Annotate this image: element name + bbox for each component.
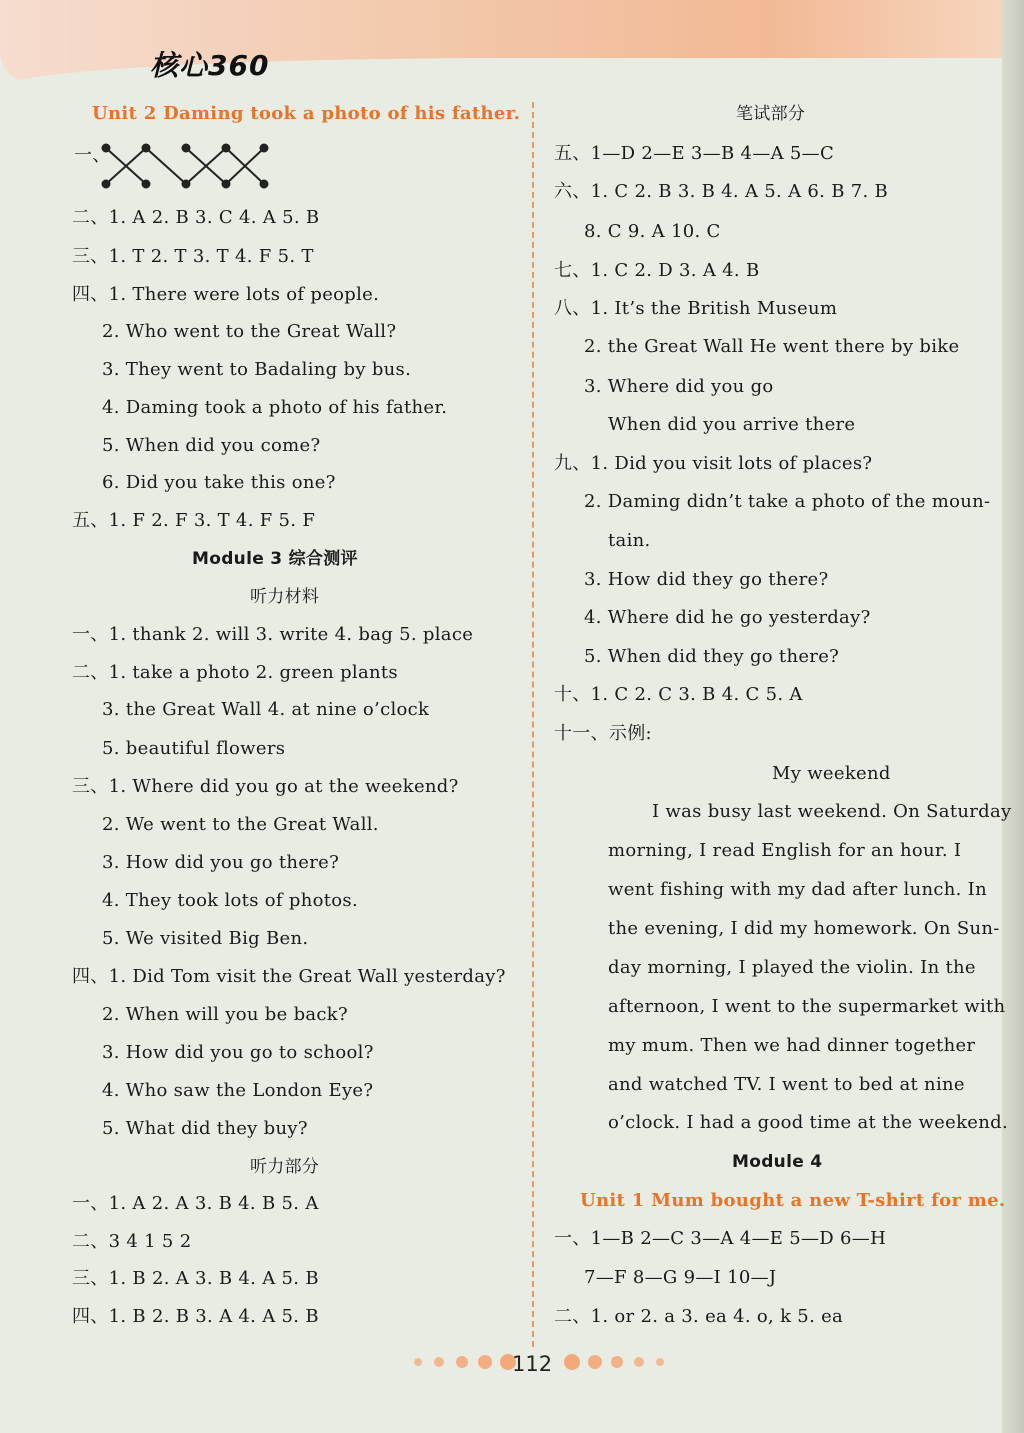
left-answer-line: 三、1. Where did you go at the weekend? xyxy=(72,776,459,797)
right-answer-line: 九、1. Did you visit lots of places? xyxy=(554,453,873,474)
left-answer-line: 5. What did they buy? xyxy=(102,1118,308,1139)
left-answer-line: 3. How did you go to school? xyxy=(102,1042,374,1063)
left-answer-line: 三、1. T 2. T 3. T 4. F 5. T xyxy=(72,246,314,267)
left-answer-line: 四、1. B 2. B 3. A 4. A 5. B xyxy=(72,1306,319,1327)
left-answer-line: 二、1. A 2. B 3. C 4. A 5. B xyxy=(72,207,320,228)
decoration-dot xyxy=(478,1355,492,1369)
left-answer-line: 3. the Great Wall 4. at nine o’clock xyxy=(102,699,430,720)
right-answer-line: the evening, I did my homework. On Sun- xyxy=(608,918,1000,939)
left-answer-line: 二、1. take a photo 2. green plants xyxy=(72,662,398,683)
left-answer-line: 五、1. F 2. F 3. T 4. F 5. F xyxy=(72,510,316,531)
right-answer-line: 7—F 8—G 9—I 10—J xyxy=(584,1267,777,1288)
matching-lines-diagram xyxy=(100,138,270,190)
decoration-dot xyxy=(414,1358,422,1366)
left-answer-line: 二、3 4 1 5 2 xyxy=(72,1231,192,1252)
right-answer-line: afternoon, I went to the supermarket with xyxy=(608,996,1006,1017)
right-answer-line: Module 4 xyxy=(732,1152,823,1172)
left-answer-line: 4. Daming took a photo of his father. xyxy=(102,397,448,418)
right-answer-line: 3. Where did you go xyxy=(584,376,774,397)
left-answer-line: 6. Did you take this one? xyxy=(102,472,336,493)
left-answer-line: 听力部分 xyxy=(250,1157,320,1177)
left-answer-line: 4. Who saw the London Eye? xyxy=(102,1080,374,1101)
left-answer-line: 3. How did you go there? xyxy=(102,852,340,873)
right-answer-line: 五、1—D 2—E 3—B 4—A 5—C xyxy=(554,143,835,164)
right-answer-line: 十一、示例: xyxy=(554,723,652,744)
page-number: 112 xyxy=(512,1352,553,1376)
right-answer-line: Unit 1 Mum bought a new T-shirt for me. xyxy=(580,1190,1006,1211)
left-answer-line: Unit 2 Daming took a photo of his father. xyxy=(92,103,521,124)
left-answer-line: 一、1. thank 2. will 3. write 4. bag 5. place xyxy=(72,624,474,645)
decoration-dot xyxy=(588,1355,602,1369)
left-answer-line: 4. They took lots of photos. xyxy=(102,890,358,911)
decoration-dot xyxy=(434,1357,444,1367)
right-answer-line: 4. Where did he go yesterday? xyxy=(584,607,871,628)
left-answer-line: 5. beautiful flowers xyxy=(102,738,286,759)
right-answer-line: 3. How did they go there? xyxy=(584,569,829,590)
left-answer-line: 听力材料 xyxy=(250,587,320,607)
right-answer-line: 七、1. C 2. D 3. A 4. B xyxy=(554,260,760,281)
right-answer-line: 笔试部分 xyxy=(736,104,806,124)
book-logo: 核心360 xyxy=(150,49,270,82)
left-answer-line: 一、 xyxy=(74,145,111,166)
page-edge xyxy=(1002,0,1024,1433)
left-answer-line: 2. Who went to the Great Wall? xyxy=(102,321,397,342)
right-answer-line: went fishing with my dad after lunch. In xyxy=(608,879,987,900)
decoration-dot xyxy=(564,1354,580,1370)
right-answer-line: 8. C 9. A 10. C xyxy=(584,221,721,242)
right-answer-line: My weekend xyxy=(772,763,891,784)
decoration-dot xyxy=(634,1357,644,1367)
right-answer-line: and watched TV. I went to bed at nine xyxy=(608,1074,965,1095)
right-answer-line: 六、1. C 2. B 3. B 4. A 5. A 6. B 7. B xyxy=(554,181,889,202)
decoration-dot xyxy=(611,1356,623,1368)
right-answer-line: 5. When did they go there? xyxy=(584,646,840,667)
right-answer-line: tain. xyxy=(608,530,651,551)
left-answer-line: 5. We visited Big Ben. xyxy=(102,928,309,949)
right-answer-line: 二、1. or 2. a 3. ea 4. o, k 5. ea xyxy=(554,1306,844,1327)
left-answer-line: 四、1. There were lots of people. xyxy=(72,284,380,305)
left-answer-line: 四、1. Did Tom visit the Great Wall yesterday? xyxy=(72,966,506,987)
right-answer-line: morning, I read English for an hour. I xyxy=(608,840,962,861)
left-answer-line: 2. When will you be back? xyxy=(102,1004,348,1025)
right-answer-line: 2. Daming didn’t take a photo of the moun- xyxy=(584,491,991,512)
right-answer-line: 2. the Great Wall He went there by bike xyxy=(584,336,960,357)
decoration-dot xyxy=(656,1358,664,1366)
decoration-dot xyxy=(456,1356,468,1368)
left-answer-line: 2. We went to the Great Wall. xyxy=(102,814,379,835)
right-answer-line: When did you arrive there xyxy=(608,414,856,435)
column-divider xyxy=(532,102,534,1347)
left-answer-line: 一、1. A 2. A 3. B 4. B 5. A xyxy=(72,1193,319,1214)
right-answer-line: 八、1. It’s the British Museum xyxy=(554,298,838,319)
right-answer-line: 一、1—B 2—C 3—A 4—E 5—D 6—H xyxy=(554,1228,887,1249)
right-answer-line: day morning, I played the violin. In the xyxy=(608,957,976,978)
right-answer-line: o’clock. I had a good time at the weekend. xyxy=(608,1112,1008,1133)
left-answer-line: 5. When did you come? xyxy=(102,435,321,456)
right-answer-line: I was busy last weekend. On Saturday xyxy=(652,801,1012,822)
right-answer-line: my mum. Then we had dinner together xyxy=(608,1035,976,1056)
left-answer-line: 3. They went to Badaling by bus. xyxy=(102,359,412,380)
left-answer-line: 三、1. B 2. A 3. B 4. A 5. B xyxy=(72,1268,319,1289)
left-answer-line: Module 3 综合测评 xyxy=(192,549,358,569)
right-answer-line: 十、1. C 2. C 3. B 4. C 5. A xyxy=(554,684,803,705)
